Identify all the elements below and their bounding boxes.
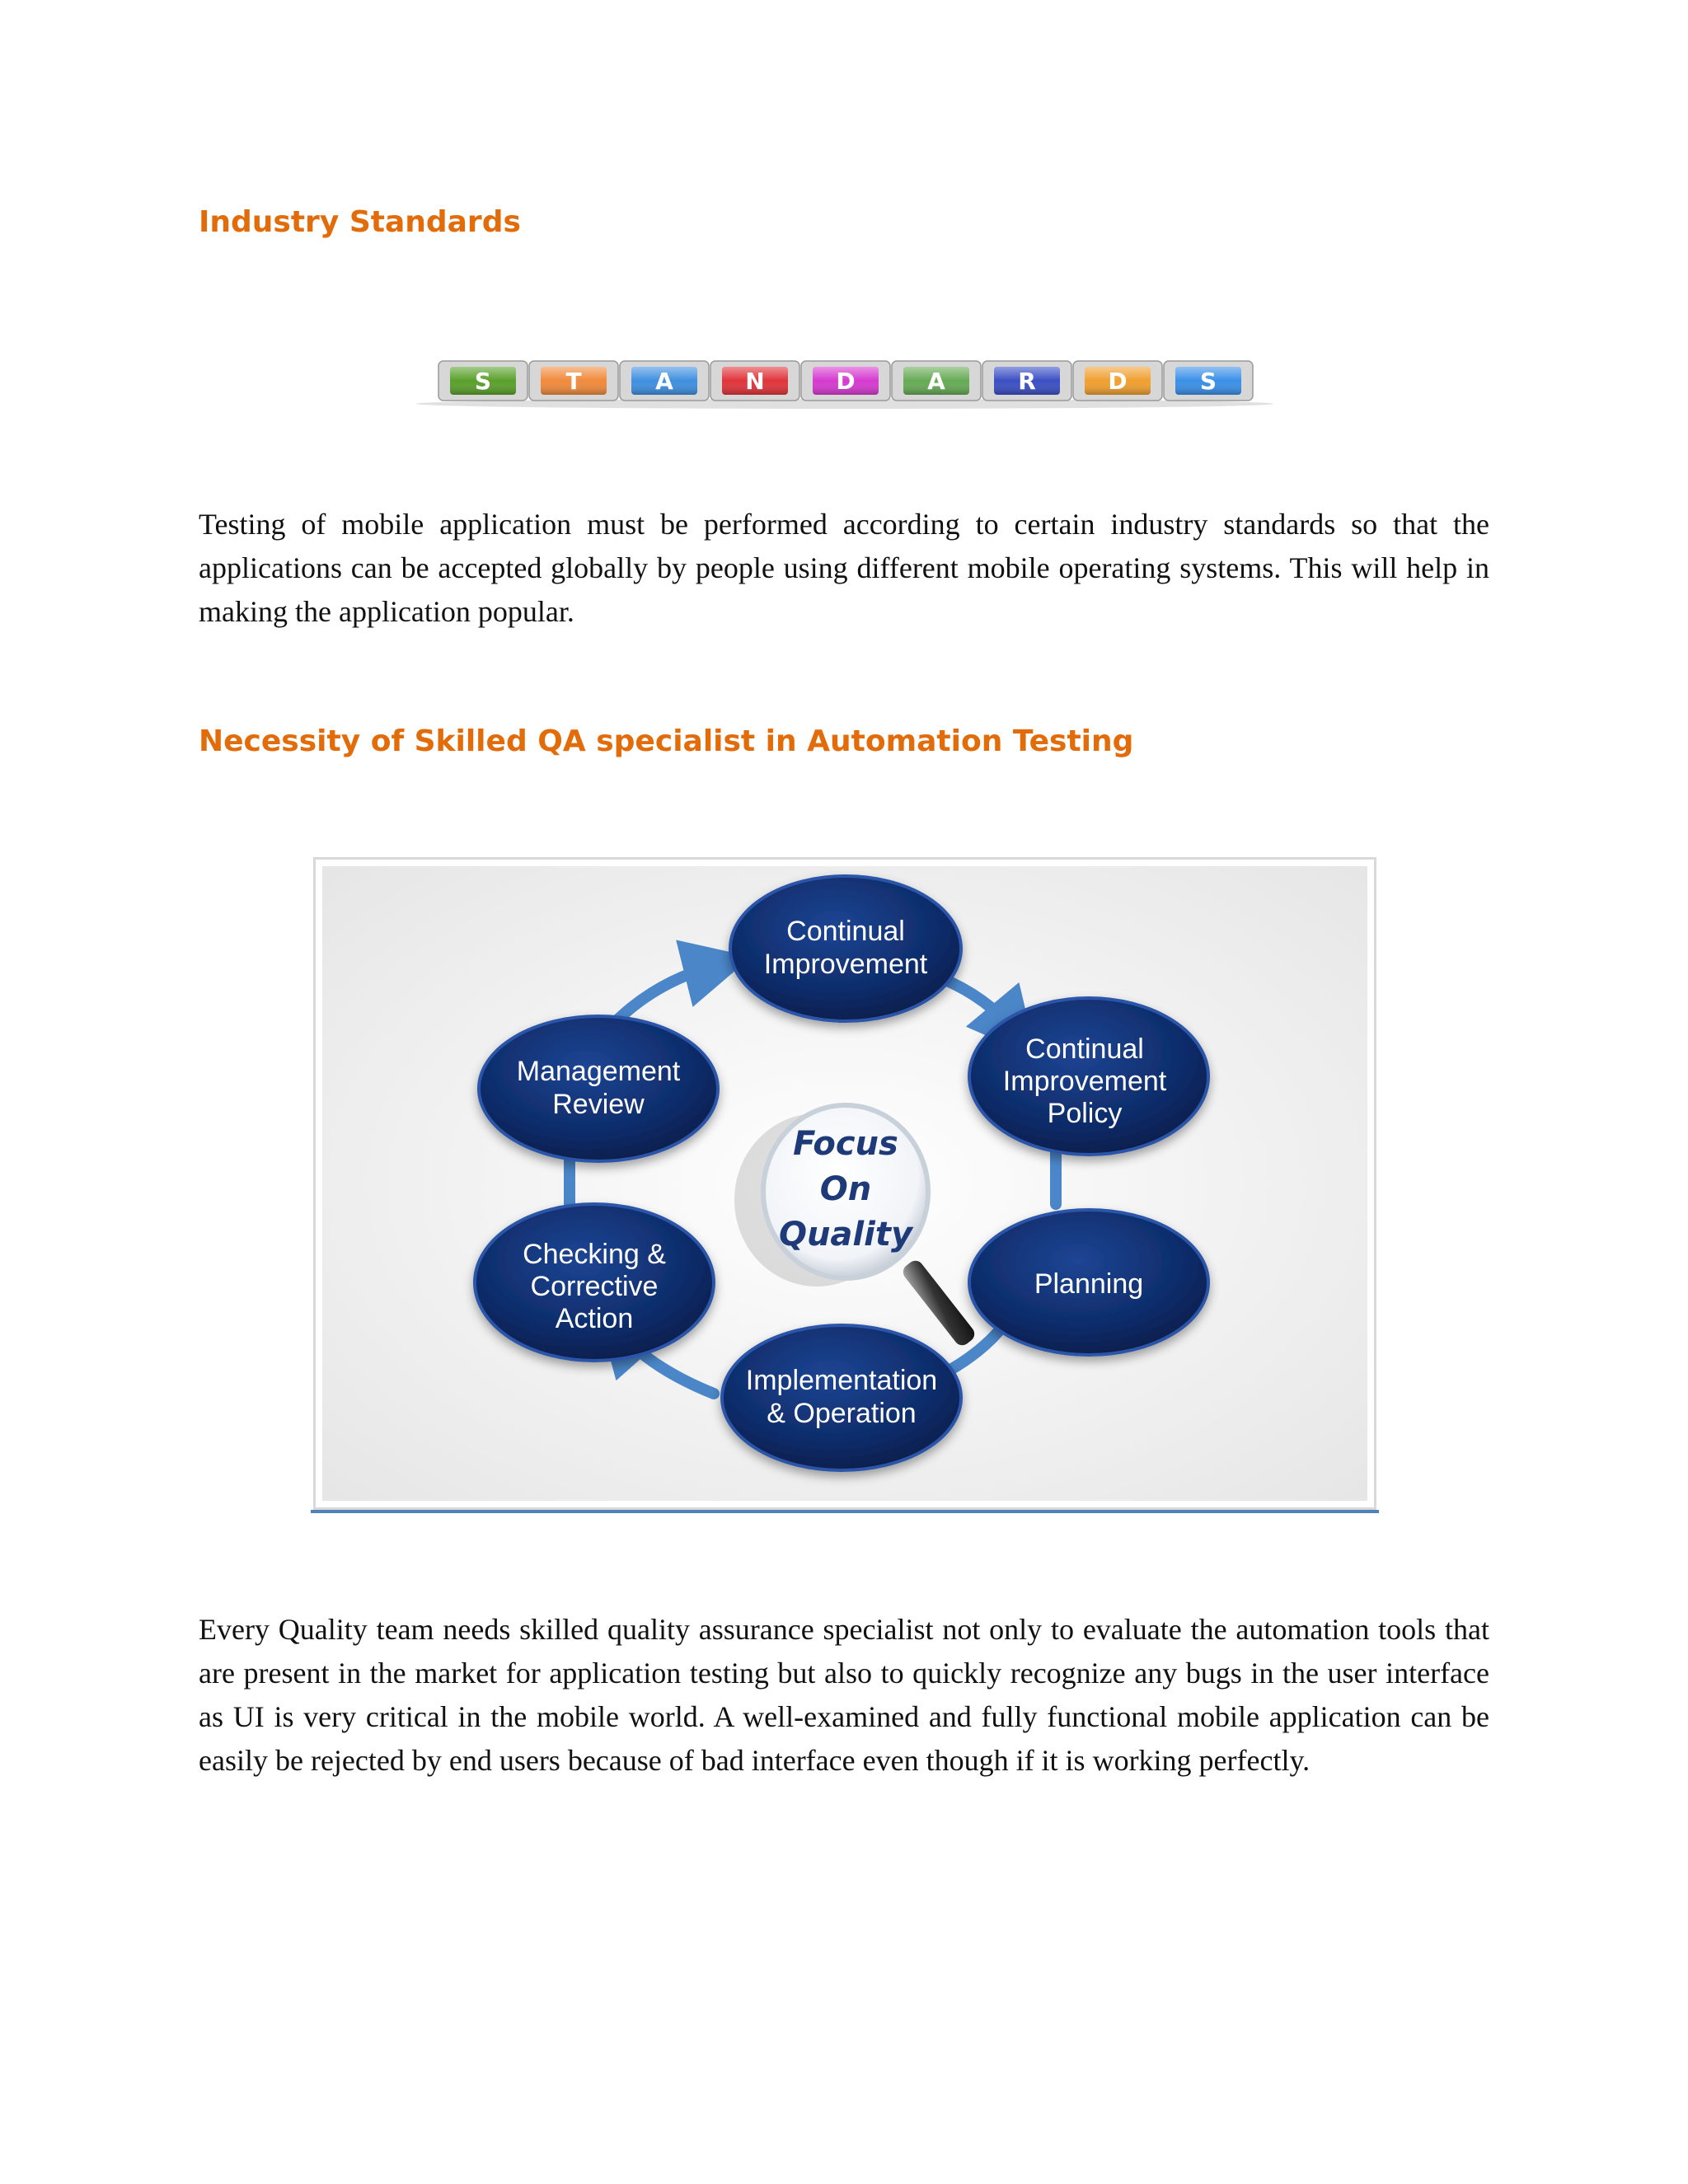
node-planning <box>969 1210 1208 1355</box>
node-text: Improvement <box>1002 1066 1167 1097</box>
node-continual-improvement <box>730 876 961 1021</box>
standards-cube-letter: A <box>927 368 945 395</box>
heading-industry-standards: Industry Standards <box>199 205 521 239</box>
standards-cube-4 <box>710 361 799 401</box>
quality-cycle-diagram <box>322 866 1367 1501</box>
standards-cube-7 <box>982 361 1071 401</box>
standards-cube-letter: A <box>655 368 673 395</box>
heading-qa-specialist: Necessity of Skilled QA specialist in Automation Testing <box>199 724 1134 758</box>
node-text: Continual <box>786 916 905 947</box>
node-text: Action <box>555 1303 634 1334</box>
node-text: Improvement <box>763 949 928 980</box>
node-text: Implementation <box>745 1365 938 1396</box>
standards-cube-2 <box>529 361 618 401</box>
standards-cube-5 <box>801 361 890 401</box>
standards-cube-letter: R <box>1018 368 1036 395</box>
node-management-review <box>479 1016 718 1161</box>
standards-cube-8 <box>1073 361 1162 401</box>
diagram-underline <box>311 1510 1379 1513</box>
node-text: Review <box>552 1089 645 1120</box>
node-text: Management <box>516 1056 681 1087</box>
node-checking-corrective-action <box>475 1204 714 1361</box>
node-text: Checking & <box>523 1239 666 1270</box>
standards-cube-letter: S <box>474 368 492 395</box>
standards-cube-9 <box>1164 361 1253 401</box>
node-text: & Operation <box>767 1398 917 1429</box>
standards-cube-letter: N <box>745 368 765 395</box>
paragraph-industry-standards: Testing of mobile application must be performed according to certain industry standards so that the applications can be accepted globally by people using different mobile operating systems. This will help in making the application popular. <box>199 508 1489 628</box>
paragraph-qa-specialist: Every Quality team needs skilled quality assurance specialist not only to evaluate the automation tools that are present in the market for application testing but also to quickly recognize any bugs in the user interface as UI is very critical in the mobile world. A well-examined and fully functional mobile application can be easily be rejected by end users because of bad interface even though if it is working perfectly. <box>199 1613 1489 1777</box>
standards-cube-3 <box>620 361 709 401</box>
standards-cube-letter: D <box>1108 368 1128 395</box>
node-text: Corrective <box>530 1271 659 1302</box>
standards-cube-1 <box>438 361 528 401</box>
center-text-line-2: On <box>819 1170 872 1208</box>
standards-cubes-image <box>412 354 1278 412</box>
standards-cube-6 <box>892 361 981 401</box>
standards-cube-letter: T <box>565 368 582 395</box>
center-text-line-3: Quality <box>778 1216 913 1254</box>
standards-cube-letter: D <box>836 368 856 395</box>
standards-cube-letter: S <box>1199 368 1217 395</box>
center-text-line-1: Focus <box>793 1125 898 1163</box>
node-text: Policy <box>1047 1098 1123 1129</box>
node-implementation-operation <box>722 1325 961 1470</box>
node-text: Planning <box>1034 1268 1144 1300</box>
node-continual-improvement-policy <box>969 998 1208 1155</box>
node-text: Continual <box>1025 1033 1144 1065</box>
